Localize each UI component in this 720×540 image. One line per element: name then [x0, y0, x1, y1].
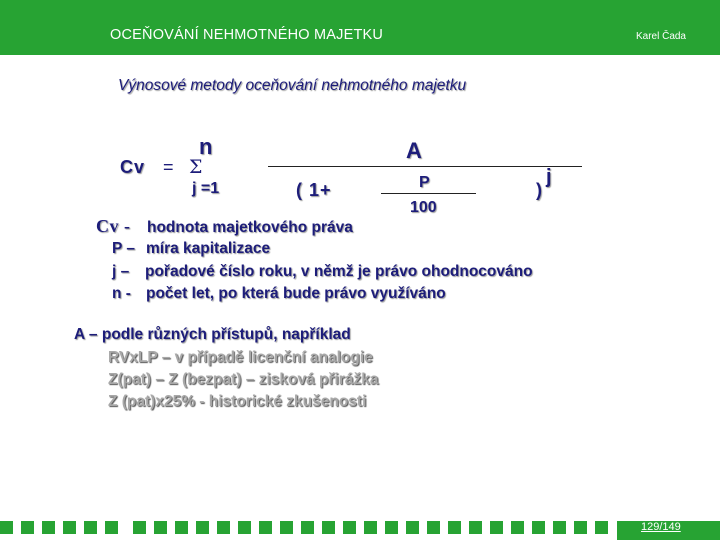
footer-square — [21, 521, 34, 534]
a-section-item: RVxLP – v případě licenční analogie — [108, 349, 373, 366]
legend-key: P – — [112, 240, 135, 257]
sum-upper-limit: n — [199, 134, 213, 159]
inner-fraction-line — [381, 193, 476, 194]
footer-square — [238, 521, 251, 534]
slide-subtitle: Výnosové metody oceňování nehmotného majetku — [118, 77, 467, 94]
footer-square — [427, 521, 440, 534]
footer-square — [84, 521, 97, 534]
sum-symbol: Σ — [189, 156, 203, 178]
footer-square — [574, 521, 587, 534]
footer-square — [343, 521, 356, 534]
header-bar — [0, 0, 720, 55]
footer-square — [105, 521, 118, 534]
footer-square — [490, 521, 503, 534]
footer-square — [511, 521, 524, 534]
formula-lhs: Cv — [120, 157, 146, 177]
footer-square — [280, 521, 293, 534]
legend-key: j – — [112, 263, 130, 280]
footer-square — [469, 521, 482, 534]
footer-square — [42, 521, 55, 534]
exponent: j — [546, 166, 552, 188]
a-section-item: Z (pat)x25% - historické zkušenosti — [108, 393, 367, 410]
sum-lower-limit: j =1 — [192, 180, 220, 197]
footer-square — [448, 521, 461, 534]
formula-numerator: A — [406, 138, 422, 163]
denominator-open: ( 1+ — [296, 180, 332, 200]
footer-square — [63, 521, 76, 534]
page-number: 129/149 — [641, 521, 681, 533]
header-author: Karel Čada — [635, 31, 686, 42]
footer-square — [322, 521, 335, 534]
a-section-heading: A – podle různých přístupů, například — [74, 326, 351, 343]
footer-square — [385, 521, 398, 534]
legend-key: n - — [112, 285, 131, 302]
footer-square — [217, 521, 230, 534]
legend-text: hodnota majetkového práva — [147, 219, 353, 236]
footer-square — [0, 521, 13, 534]
footer-square — [133, 521, 146, 534]
inner-numerator: P — [419, 174, 430, 191]
formula-equals: = — [163, 157, 174, 177]
footer-square — [175, 521, 188, 534]
footer-square — [196, 521, 209, 534]
a-section-item: Z(pat) – Z (bezpat) – zisková přirážka — [108, 371, 379, 388]
footer-square — [364, 521, 377, 534]
footer-square — [553, 521, 566, 534]
footer — [0, 521, 720, 540]
legend-key: Cv - — [96, 216, 131, 236]
footer-square — [154, 521, 167, 534]
legend-text: míra kapitalizace — [146, 240, 271, 257]
footer-square — [406, 521, 419, 534]
denominator-close: ) — [536, 180, 542, 200]
header-title: OCEŇOVÁNÍ NEHMOTNÉHO MAJETKU — [110, 27, 384, 43]
legend-text: počet let, po která bude právo využíváno — [146, 285, 446, 302]
inner-denominator: 100 — [410, 199, 437, 216]
footer-square — [595, 521, 608, 534]
main-fraction-line — [268, 166, 582, 167]
footer-square — [532, 521, 545, 534]
footer-square — [259, 521, 272, 534]
legend-text: pořadové číslo roku, v němž je právo ohodnocováno — [145, 263, 533, 280]
footer-square — [301, 521, 314, 534]
